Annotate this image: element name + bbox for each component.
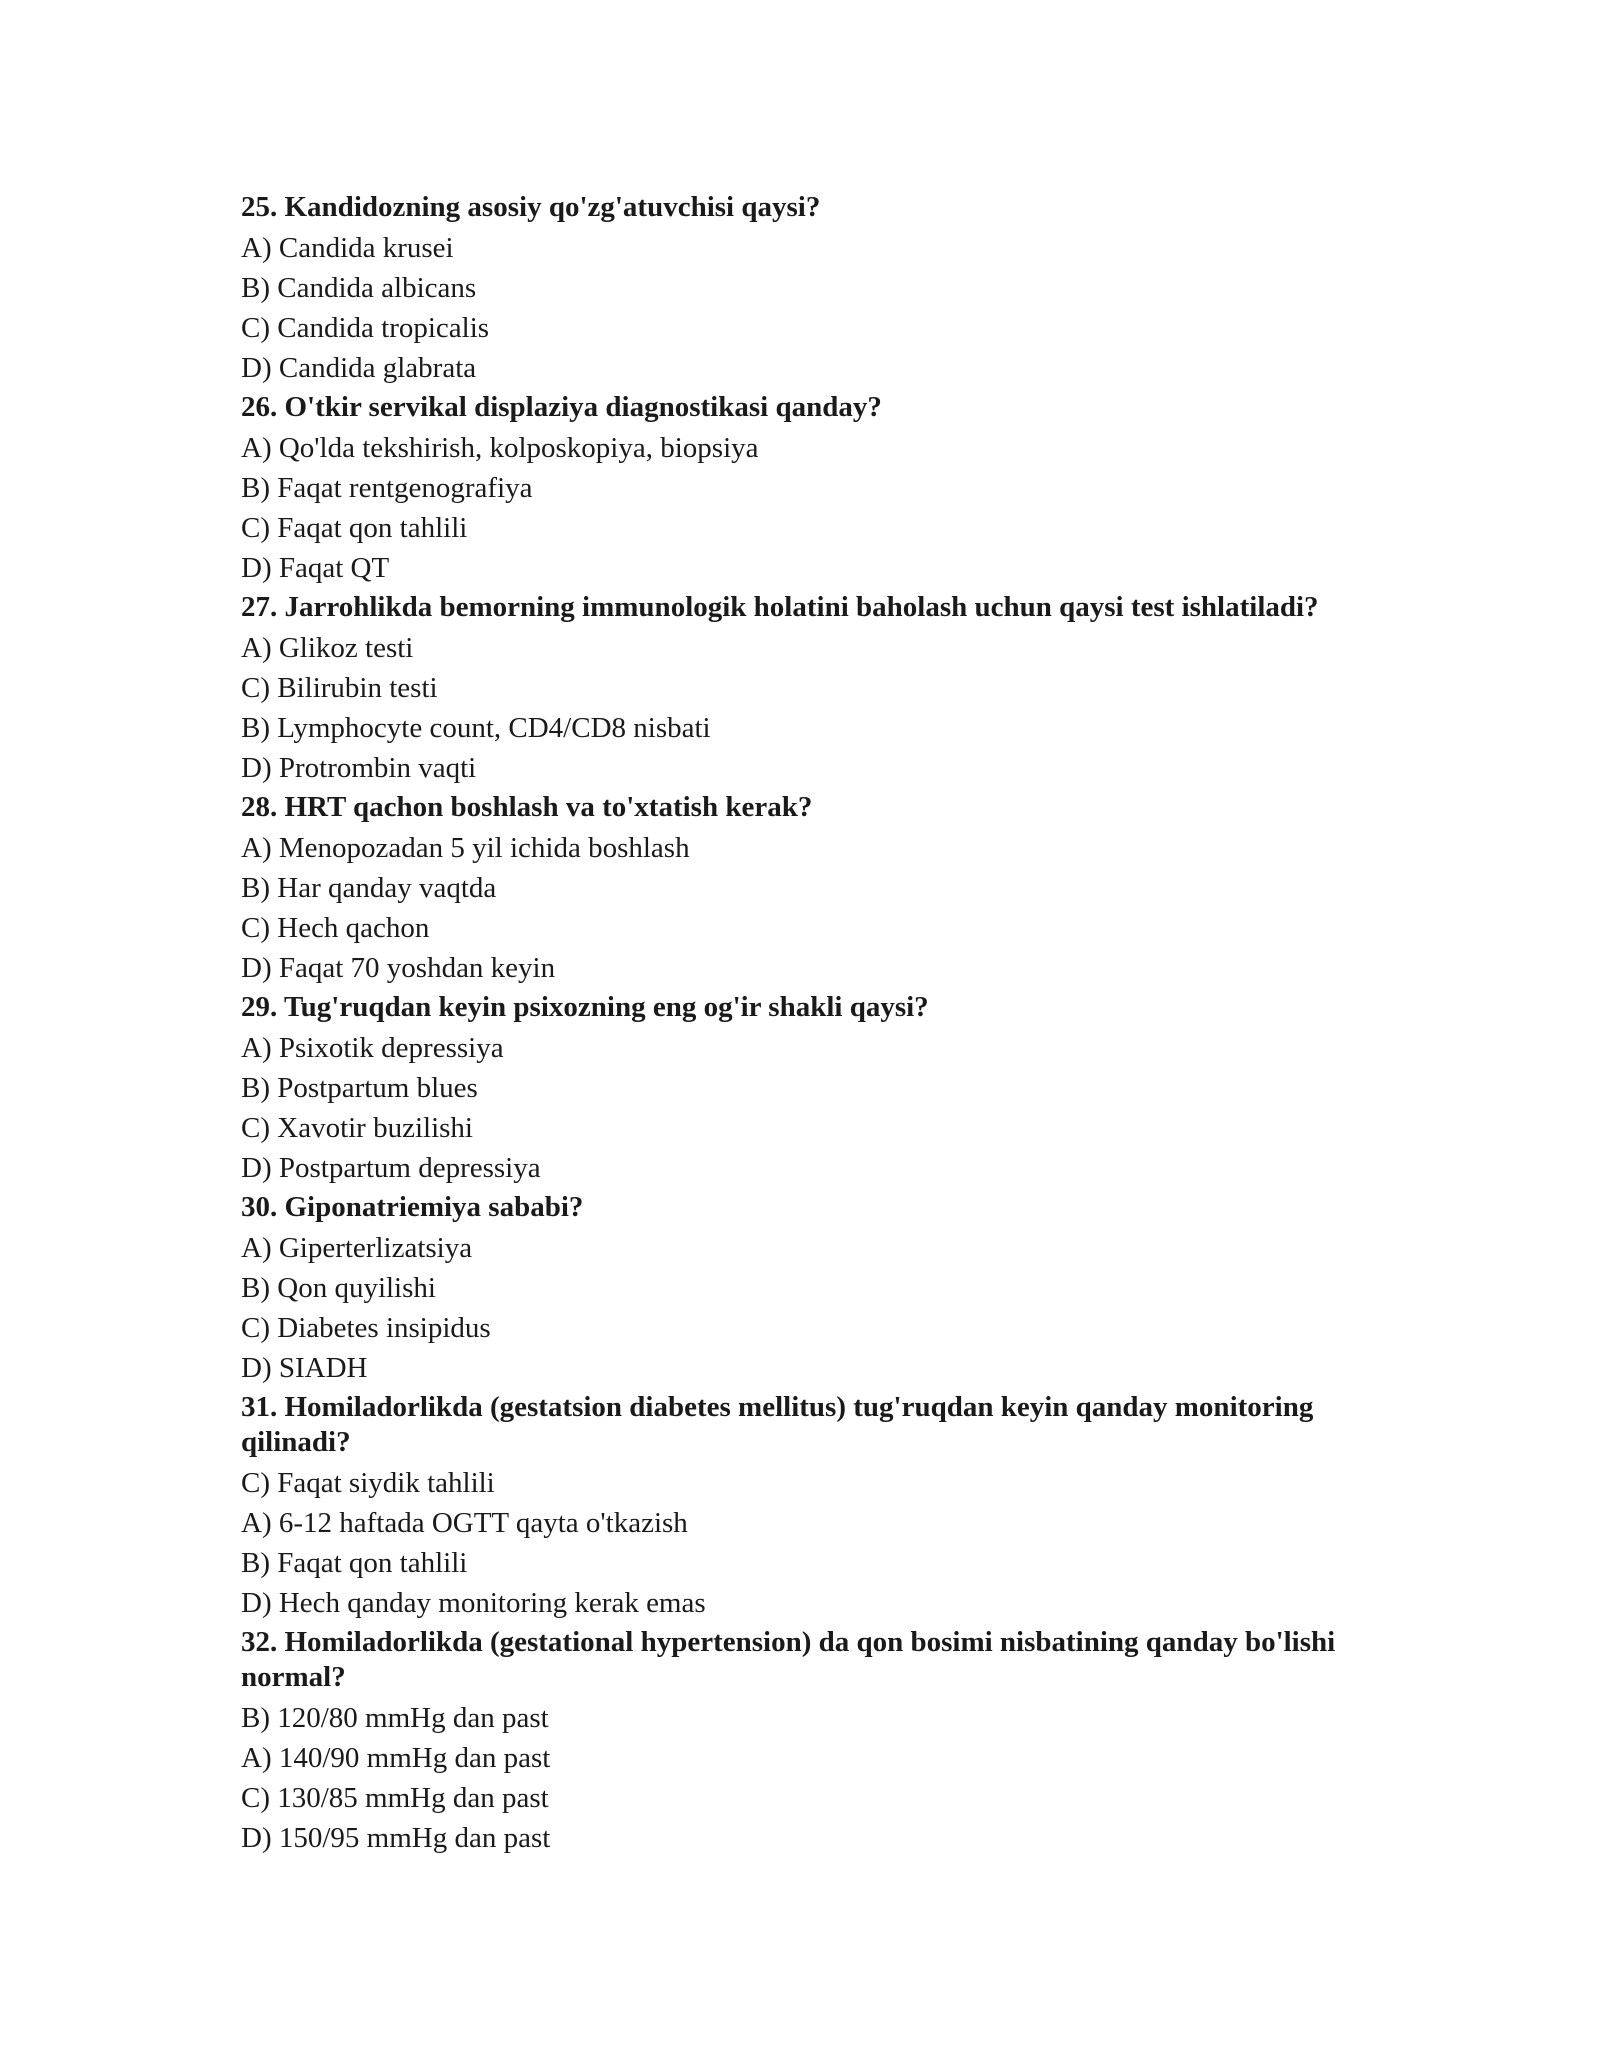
answer-option: D) Candida glabrata xyxy=(241,352,477,384)
answer-option: B) Har qanday vaqtda xyxy=(241,872,497,904)
question-title: 26. O'tkir servikal displaziya diagnostikasi qanday? xyxy=(241,391,882,423)
answer-option: C) Diabetes insipidus xyxy=(241,1312,491,1344)
answer-options xyxy=(241,1698,1421,1858)
question-27 xyxy=(241,588,1421,788)
answer-option: C) Faqat siydik tahlili xyxy=(241,1467,495,1499)
answer-option: D) Postpartum depressiya xyxy=(241,1152,541,1184)
answer-option: A) Psixotik depressiya xyxy=(241,1032,504,1064)
answer-option: B) Lymphocyte count, CD4/CD8 nisbati xyxy=(241,712,711,744)
answer-option: D) Faqat QT xyxy=(241,552,390,584)
answer-option: D) Faqat 70 yoshdan keyin xyxy=(241,952,556,984)
answer-option: A) 140/90 mmHg dan past xyxy=(241,1742,551,1774)
question-title: 30. Giponatriemiya sababi? xyxy=(241,1191,584,1223)
answer-option: C) Faqat qon tahlili xyxy=(241,512,468,544)
answer-options xyxy=(241,228,1421,388)
answer-option: D) 150/95 mmHg dan past xyxy=(241,1822,551,1854)
answer-option: B) Candida albicans xyxy=(241,272,477,304)
question-title: 27. Jarrohlikda bemorning immunologik holatini baholash uchun qaysi test ishlatiladi? xyxy=(241,591,1319,623)
answer-options xyxy=(241,1028,1421,1188)
answer-option: A) Candida krusei xyxy=(241,232,454,264)
question-title: 29. Tug'ruqdan keyin psixozning eng og'ir shakli qaysi? xyxy=(241,991,929,1023)
answer-option: D) SIADH xyxy=(241,1352,368,1384)
answer-option: C) Hech qachon xyxy=(241,912,430,944)
question-title: 32. Homiladorlikda (gestational hypertension) da qon bosimi nisbatining qanday bo'lishi normal? xyxy=(241,1626,1336,1693)
question-list xyxy=(241,188,1421,1858)
answer-option: D) Hech qanday monitoring kerak emas xyxy=(241,1587,706,1619)
question-title: 28. HRT qachon boshlash va to'xtatish kerak? xyxy=(241,791,813,823)
answer-option: C) Xavotir buzilishi xyxy=(241,1112,473,1144)
answer-option: D) Protrombin vaqti xyxy=(241,752,477,784)
answer-option: C) Bilirubin testi xyxy=(241,672,438,704)
answer-option: A) Qo'lda tekshirish, kolposkopiya, biopsiya xyxy=(241,432,759,464)
question-32 xyxy=(241,1623,1421,1858)
answer-option: B) Qon quyilishi xyxy=(241,1272,436,1304)
question-26 xyxy=(241,388,1421,588)
question-title: 31. Homiladorlikda (gestatsion diabetes mellitus) tug'ruqdan keyin qanday monitoring qilinadi? xyxy=(241,1391,1314,1458)
question-31 xyxy=(241,1388,1421,1623)
question-30 xyxy=(241,1188,1421,1388)
question-title: 25. Kandidozning asosiy qo'zg'atuvchisi qaysi? xyxy=(241,191,821,223)
answer-option: B) Faqat qon tahlili xyxy=(241,1547,468,1579)
answer-option: C) 130/85 mmHg dan past xyxy=(241,1782,549,1814)
answer-option: B) 120/80 mmHg dan past xyxy=(241,1702,549,1734)
answer-options xyxy=(241,1463,1421,1623)
answer-option: A) Menopozadan 5 yil ichida boshlash xyxy=(241,832,690,864)
answer-options xyxy=(241,428,1421,588)
answer-options xyxy=(241,828,1421,988)
answer-options xyxy=(241,1228,1421,1388)
answer-option: A) Glikoz testi xyxy=(241,632,414,664)
question-29 xyxy=(241,988,1421,1188)
answer-option: B) Faqat rentgenografiya xyxy=(241,472,533,504)
answer-options xyxy=(241,628,1421,788)
answer-option: A) 6-12 haftada OGTT qayta o'tkazish xyxy=(241,1507,688,1539)
answer-option: C) Candida tropicalis xyxy=(241,312,490,344)
question-25 xyxy=(241,188,1421,388)
question-28 xyxy=(241,788,1421,988)
answer-option: B) Postpartum blues xyxy=(241,1072,478,1104)
answer-option: A) Giperterlizatsiya xyxy=(241,1232,473,1264)
